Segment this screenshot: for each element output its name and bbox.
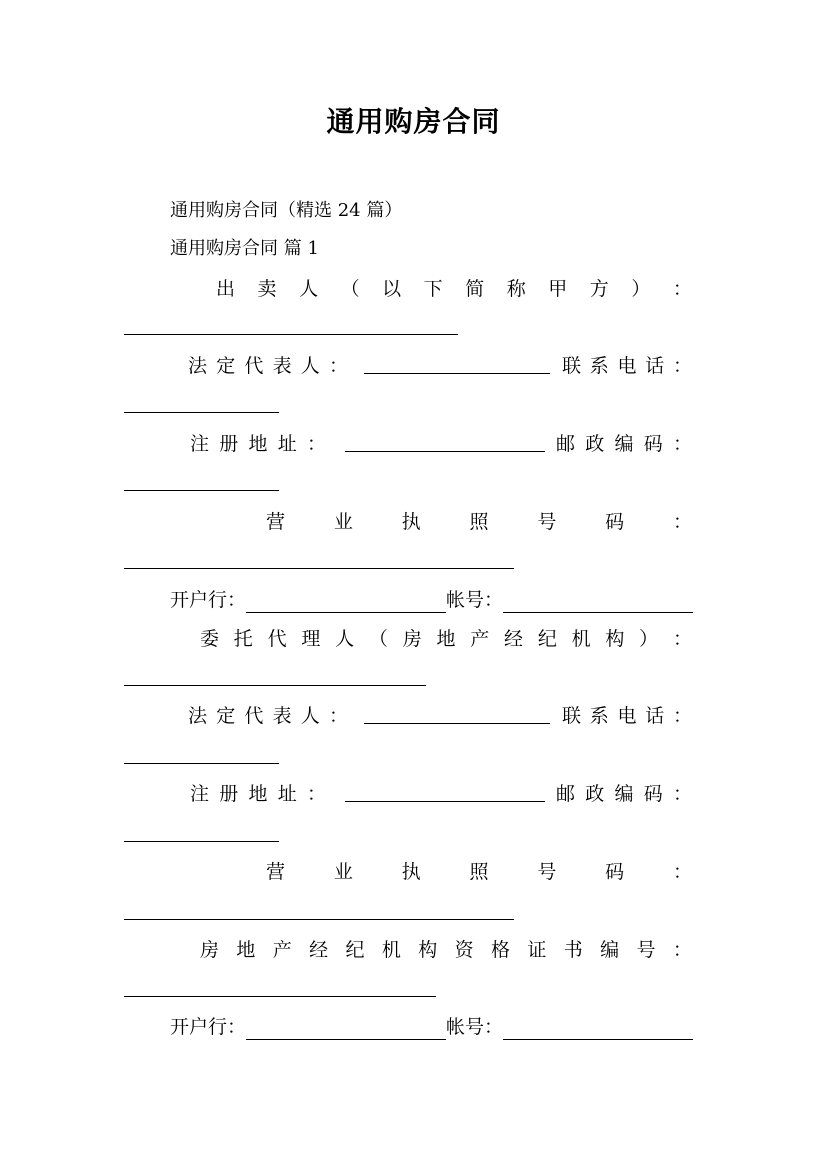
label-char: ： [672, 628, 692, 650]
label-char: 房 [200, 939, 220, 961]
label-char: 代 [267, 628, 287, 650]
label-char: 方 [589, 278, 609, 300]
postcode-blank[interactable] [124, 490, 279, 491]
label-char: 号 [537, 861, 557, 883]
reg-address-label [190, 431, 326, 457]
label-char: 房 [402, 628, 422, 650]
label-char: 法 [188, 355, 208, 377]
label-char: 纪 [345, 939, 365, 961]
label-char: 纪 [537, 628, 557, 650]
label-char: ） [639, 628, 659, 650]
label-char: ： [672, 511, 692, 533]
agent-label [200, 626, 692, 652]
license-blank[interactable] [124, 568, 514, 569]
document-subtitle: 通用购房合同（精选 24 篇） [170, 200, 403, 221]
label-char: ） [631, 278, 651, 300]
label-char: ： [328, 355, 348, 377]
label-char: 表 [272, 355, 292, 377]
bank-row [170, 587, 693, 613]
label-char: 下 [423, 278, 443, 300]
seller-blank[interactable] [124, 334, 458, 335]
label-char: （ [340, 278, 360, 300]
label-char: ： [306, 433, 326, 455]
label-char: 业 [333, 511, 353, 533]
label-char: 法 [188, 705, 208, 727]
label-char: 人 [300, 705, 320, 727]
label-char: 简 [465, 278, 485, 300]
label-char: 定 [216, 705, 236, 727]
label-char: 话 [645, 355, 665, 377]
label-char: 码 [605, 511, 625, 533]
contact-phone-blank[interactable] [124, 763, 279, 764]
label-char: 执 [401, 511, 421, 533]
label-char: 照 [469, 511, 489, 533]
label-char: 照 [469, 861, 489, 883]
label-char: ： [672, 861, 692, 883]
label-char: 码 [643, 433, 663, 455]
label-char: 号 [537, 511, 557, 533]
contact-phone-label [562, 353, 692, 379]
cert-label [200, 937, 692, 963]
label-char: ： [672, 783, 692, 805]
label-char: 编 [614, 783, 634, 805]
label-char: 产 [470, 628, 490, 650]
label-char: 机 [571, 628, 591, 650]
label-char: 理 [301, 628, 321, 650]
label-char: ： [328, 705, 348, 727]
label-char: 注 [190, 783, 210, 805]
postcode-blank[interactable] [124, 841, 279, 842]
label-char: 出 [216, 278, 236, 300]
label-char: 业 [333, 861, 353, 883]
label-char: ： [672, 278, 692, 300]
label-char: 代 [244, 705, 264, 727]
label-char: 政 [585, 433, 605, 455]
label-char: 表 [272, 705, 292, 727]
legal-rep-blank[interactable] [364, 373, 550, 374]
label-char: 联 [562, 705, 582, 727]
label-char: 地 [248, 433, 268, 455]
label-char: 书 [563, 939, 583, 961]
label-char: 构 [605, 628, 625, 650]
bank-label: 开户行： [170, 589, 247, 611]
cert-blank[interactable] [124, 996, 436, 997]
label-char: ： [672, 939, 692, 961]
label-char: 码 [643, 783, 663, 805]
account-blank[interactable] [503, 592, 693, 613]
label-char: 地 [436, 628, 456, 650]
label-char: 号 [636, 939, 656, 961]
postcode-label [556, 781, 692, 807]
legal-rep-blank[interactable] [364, 723, 550, 724]
label-char: 址 [277, 433, 297, 455]
label-char: 资 [454, 939, 474, 961]
label-char: 构 [418, 939, 438, 961]
label-char: ： [672, 433, 692, 455]
label-char: 营 [266, 861, 286, 883]
label-char: 甲 [548, 278, 568, 300]
label-char: 经 [504, 628, 524, 650]
label-char: 代 [244, 355, 264, 377]
label-char: 称 [506, 278, 526, 300]
label-char: 电 [617, 355, 637, 377]
label-char: 定 [216, 355, 236, 377]
label-char: 证 [527, 939, 547, 961]
label-char: 卖 [257, 278, 277, 300]
label-char: 话 [645, 705, 665, 727]
label-char: 编 [600, 939, 620, 961]
agent-blank[interactable] [124, 685, 426, 686]
label-char: 地 [236, 939, 256, 961]
document-title: 通用购房合同 [326, 105, 501, 138]
label-char: 电 [617, 705, 637, 727]
section-heading: 通用购房合同 篇 1 [170, 238, 319, 259]
license-label [266, 859, 692, 885]
postcode-label [556, 431, 692, 457]
label-char: 人 [299, 278, 319, 300]
contact-phone-label [562, 703, 692, 729]
label-char: 政 [585, 783, 605, 805]
label-char: 格 [491, 939, 511, 961]
bank-blank[interactable] [246, 1019, 446, 1040]
contact-phone-blank[interactable] [124, 412, 279, 413]
label-char: 码 [605, 861, 625, 883]
reg-address-label [190, 781, 326, 807]
label-char: 人 [335, 628, 355, 650]
bank-blank[interactable] [246, 592, 446, 613]
label-char: 以 [382, 278, 402, 300]
license-blank[interactable] [124, 919, 514, 920]
label-char: 执 [401, 861, 421, 883]
label-char: 址 [277, 783, 297, 805]
label-char: 系 [589, 355, 609, 377]
label-char: 经 [309, 939, 329, 961]
bank-label: 开户行： [170, 1016, 247, 1038]
label-char: ： [672, 355, 692, 377]
label-char: 产 [272, 939, 292, 961]
label-char: 地 [248, 783, 268, 805]
label-char: 邮 [556, 783, 576, 805]
label-char: 机 [381, 939, 401, 961]
label-char: 人 [300, 355, 320, 377]
label-char: ： [672, 705, 692, 727]
label-char: ： [306, 783, 326, 805]
legal-rep-label [188, 703, 348, 729]
seller-label [216, 276, 692, 302]
account-label: 帐号： [446, 589, 504, 611]
license-label [266, 509, 692, 535]
label-char: 委 [200, 628, 220, 650]
label-char: 注 [190, 433, 210, 455]
label-char: 联 [562, 355, 582, 377]
legal-rep-label [188, 353, 348, 379]
reg-address-blank[interactable] [345, 801, 545, 802]
reg-address-blank[interactable] [345, 451, 545, 452]
label-char: 邮 [556, 433, 576, 455]
label-char: （ [368, 628, 388, 650]
label-char: 编 [614, 433, 634, 455]
label-char: 系 [589, 705, 609, 727]
bank-row [170, 1014, 693, 1040]
label-char: 托 [233, 628, 253, 650]
account-blank[interactable] [503, 1019, 693, 1040]
label-char: 营 [266, 511, 286, 533]
label-char: 册 [219, 433, 239, 455]
label-char: 册 [219, 783, 239, 805]
account-label: 帐号： [446, 1016, 504, 1038]
